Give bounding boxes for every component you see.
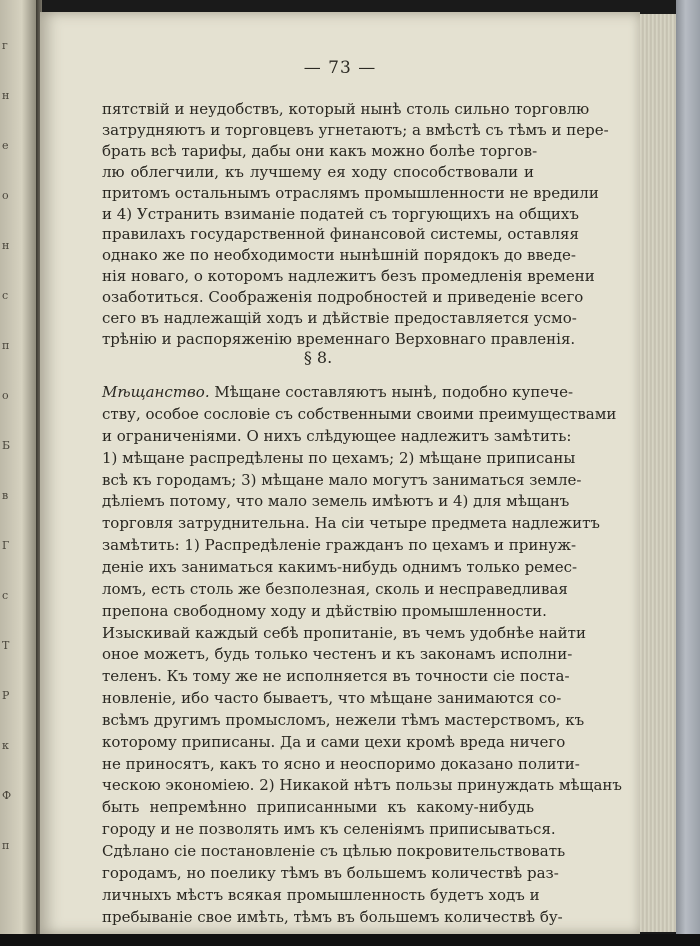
text-line: городамъ, но поелику тѣмъ въ большемъ количествѣ раз- [102,863,559,882]
text-line: дѣліемъ потому, что мало земель имѣютъ и 4) для мѣщанъ [102,492,570,511]
paragraph-2-first-line [102,381,574,403]
left-page-glyph: п [2,839,10,852]
text-line: затрудняютъ и торговцевъ угнетаютъ; а вмѣстѣ съ тѣмъ и пере- [102,120,609,139]
section-lead-word: Мѣщанство. [102,383,210,401]
text-line: новленіе, ибо часто бываетъ, что мѣщане занимаются со- [102,689,562,708]
left-page-glyph: Ф [2,789,12,802]
text-line: всѣмъ другимъ промысломъ, нежели тѣмъ мастерствомъ, къ [102,710,585,729]
left-page-glyph: н [2,239,10,252]
left-page-glyph: в [2,489,9,502]
left-page-glyph: Т [2,639,10,652]
text-line: которому приписаны. Да и сами цехи кромѣ вреда ничего [102,732,566,751]
left-page-glyph: п [2,339,10,352]
text-line: притомъ остальнымъ отраслямъ промышленности не вредили [102,183,599,202]
text-line: трѣнію и распоряженію временнаго Верховнаго правленія. [102,329,576,348]
text-line: пятствій и неудобствъ, который нынѣ столь сильно торговлю [102,100,590,118]
text-line: 1) мѣщане распредѣлены по цехамъ; 2) мѣщане приписаны [102,448,576,467]
left-page-glyph: с [2,589,9,602]
text-line: брать всѣ тарифы, дабы они какъ можно болѣе торгов- [102,141,538,160]
text-line: сего въ надлежащій ходъ и дѣйствіе предоставляется усмо- [102,309,577,327]
text-line: теленъ. Къ тому же не исполняется въ точности сіе поста- [102,667,570,686]
left-page-glyph: Р [2,689,10,702]
text-line: озаботиться. Соображенія подробностей и приведеніе всего [102,288,584,307]
left-page-glyph: о [2,389,9,402]
left-page-glyph: Г [2,539,10,552]
text-line: не приносятъ, какъ то ясно и неоспоримо доказано полити- [102,754,580,773]
text-line: и 4) Устранить взиманіе податей съ торгующихъ на общихъ [102,204,579,223]
text-line: деніе ихъ заниматься какимъ-нибудь однимъ только ремес- [102,557,578,576]
page-number: — 73 — [303,58,377,78]
text-line: Сдѣлано сіе постановленіе съ цѣлью покровительствовать [102,842,566,860]
left-page-glyph: е [2,139,9,152]
text-line: ческою экономіею. 2) Никакой нѣтъ пользы принуждать мѣщанъ [102,776,622,795]
left-page-glyph: о [2,189,9,202]
text-line: и ограниченіями. О нихъ слѣдующее надлежитъ замѣтить: [102,426,572,445]
page-stack-edge [640,14,676,932]
text-line: ству, особое сословіе съ собственными своими преимуществами [102,405,617,423]
left-page-edge [0,0,36,946]
text-line: личныхъ мѣстъ всякая промышленность будетъ ходъ и [102,885,540,904]
text-line: препона свободному ходу и дѣйствію промышленности. [102,601,547,620]
section-heading: § 8. [303,348,333,367]
text-line: городу и не позволять имъ къ селеніямъ приписываться. [102,820,556,839]
text-line: торговля затруднительна. На сіи четыре предмета надлежитъ [102,514,600,533]
text-line: быть непремѣнно приписанными къ какому-нибудь [102,798,534,817]
text-line: оное можетъ, будь только честенъ и къ законамъ исполни- [102,645,573,664]
left-page-glyph: к [2,739,9,752]
left-page-glyph: с [2,289,9,302]
text-line: нія новаго, о которомъ надлежитъ безъ промедленія времени [102,267,595,286]
text-line: лю облегчили, къ лучшему ея ходу способствовали и [102,162,534,181]
left-page-glyph: г [2,39,8,52]
text-line: ломъ, есть столь же безполезная, сколь и несправедливая [102,579,568,598]
text-line: однако же по необходимости нынѣшній порядокъ до введе- [102,246,576,265]
text-line: правилахъ государственной финансовой системы, оставляя [102,225,579,244]
text-line: пребываніе свое имѣть, тѣмъ въ большемъ количествѣ бу- [102,907,563,926]
left-page-glyph: н [2,89,10,102]
text-line: замѣтить: 1) Распредѣленіе гражданъ по цехамъ и принуж- [102,536,577,555]
text-line: всѣ къ городамъ; 3) мѣщане мало могутъ заниматься земле- [102,470,582,489]
text-line: Изыскивай каждый себѣ пропитаніе, въ чемъ удобнѣе найти [102,623,586,642]
left-page-glyph: Б [2,439,11,452]
first-line-rest: Мѣщане составляютъ нынѣ, подобно купече- [214,383,574,401]
book-cover-edge [676,0,700,946]
bottom-shadow [0,934,700,946]
